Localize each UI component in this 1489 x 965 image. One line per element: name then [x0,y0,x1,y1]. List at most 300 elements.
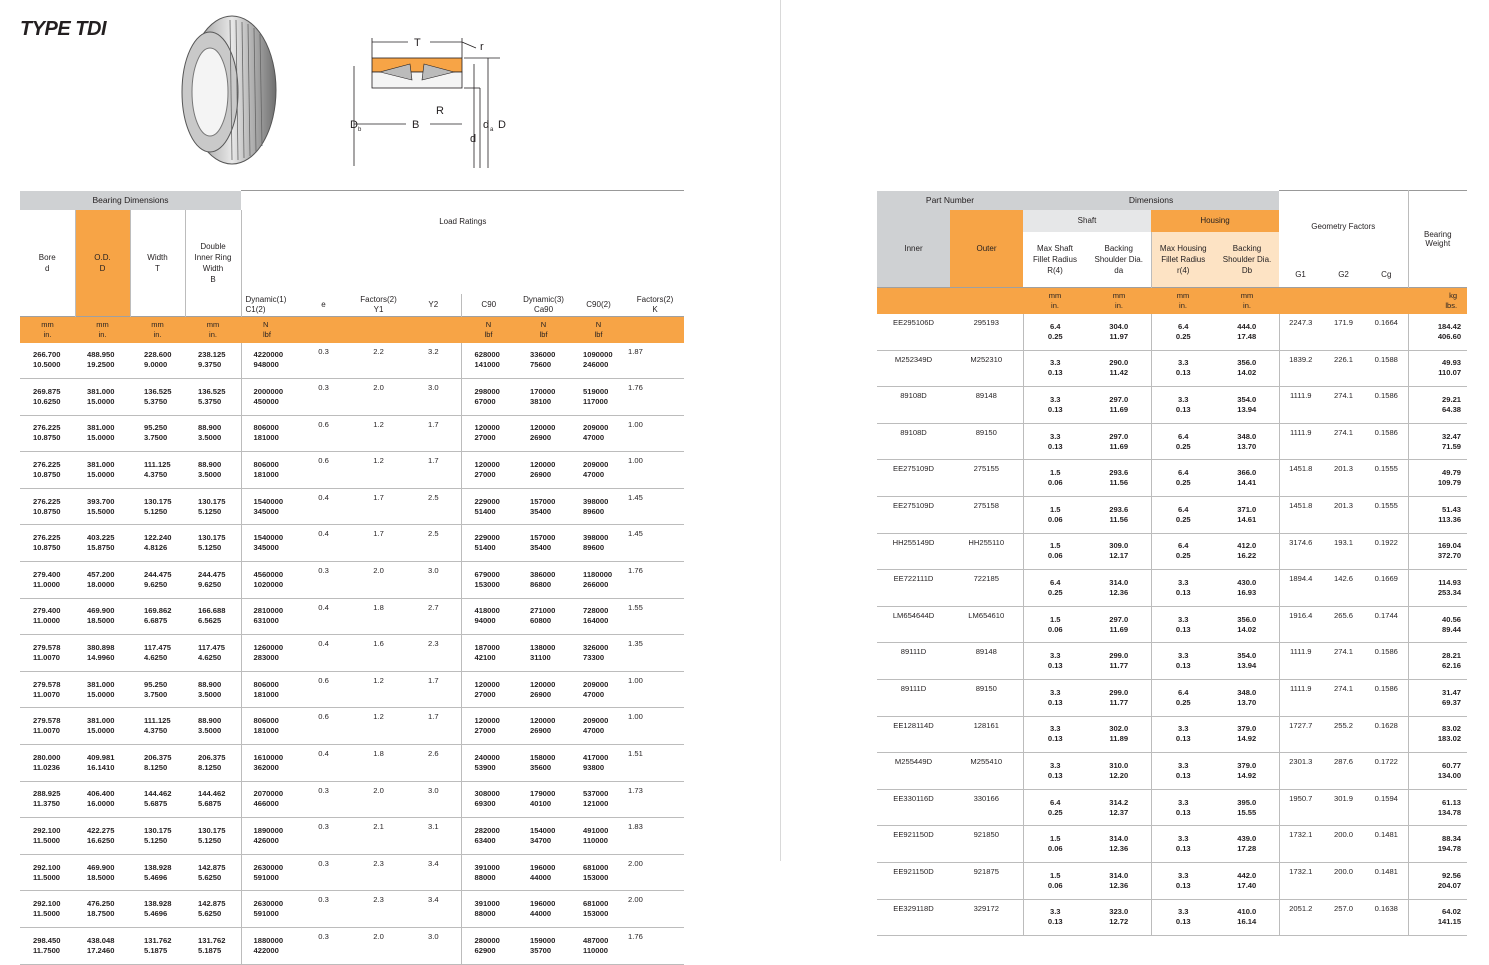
table-row [20,745,684,782]
y2-cell: 1.7 [406,708,461,745]
col-backing-shaft-dia: Backing Shoulder Dia. da [1087,232,1151,288]
housing-fillet-cell: 3.3 0.13 [1151,862,1215,899]
y1-cell: 2.0 [351,781,406,818]
outer-part-cell: 329172 [950,899,1023,936]
inner-part-cell: HH255149D [877,533,950,570]
col-c90-2: C90(2) [586,299,611,309]
inner-part-cell: EE329118D [877,899,950,936]
dynamic-cell: 2630000 591000 [241,891,296,928]
y2-cell: 3.0 [406,781,461,818]
c90-cell: 120000 27000 [461,708,516,745]
shaft-shoulder-cell: 310.0 12.20 [1087,753,1151,790]
od-cell: 476.250 18.7500 [75,891,130,928]
c90-2-cell: 1180000 266000 [571,562,626,599]
col-y2: Y2 [406,294,461,317]
y2-cell: 3.2 [406,343,461,379]
k-cell: 1.51 [626,745,684,782]
col-od: O.D. D [75,210,130,317]
c90-cell: 120000 27000 [461,671,516,708]
c90-cell: 240000 53900 [461,745,516,782]
housing-fillet-cell: 3.3 0.13 [1151,570,1215,607]
c90-2-cell: 209000 47000 [571,708,626,745]
width-cell: 228.600 9.0000 [130,343,185,379]
y2-cell: 2.3 [406,635,461,672]
outer-part-cell: 89150 [950,423,1023,460]
page-title: TYPE TDI [20,18,107,40]
dynamic-cell: 806000 181000 [241,708,296,745]
shaft-group: Shaft [1023,210,1151,232]
c90-cell: 298000 67000 [461,379,516,416]
g2-cell: 274.1 [1322,643,1365,680]
cg-cell: 0.1664 [1365,314,1408,350]
k-cell: 1.00 [626,452,684,489]
housing-shoulder-cell: 379.0 14.92 [1215,716,1279,753]
outer-part-cell: M252310 [950,350,1023,387]
g1-cell: 1732.1 [1279,862,1322,899]
od-cell: 409.981 16.1410 [75,745,130,782]
g1-cell: 1894.4 [1279,570,1322,607]
weight-cell: 49.79 109.79 [1408,460,1467,497]
dynamic-cell: 2070000 466000 [241,781,296,818]
y2-cell: 1.7 [406,415,461,452]
width-cell: 95.250 3.7500 [130,671,185,708]
inner-part-cell: EE295106D [877,314,950,350]
ca90-cell: 120000 26900 [516,415,571,452]
diagram-T: T [414,37,421,49]
outer-part-cell: 921875 [950,862,1023,899]
housing-shoulder-cell: 444.0 17.48 [1215,314,1279,350]
width-cell: 138.928 5.4696 [130,891,185,928]
bore-cell: 266.700 10.5000 [20,343,75,379]
k-cell: 2.00 [626,854,684,891]
housing-fillet-cell: 3.3 0.13 [1151,826,1215,863]
c90-cell: 391000 88000 [461,891,516,928]
diagram-B: B [412,119,420,131]
shaft-fillet-cell: 3.3 0.13 [1023,423,1087,460]
table-row [877,899,1467,936]
od-cell: 457.200 18.0000 [75,562,130,599]
od-cell: 488.950 19.2500 [75,343,130,379]
table-row [877,314,1467,350]
shaft-shoulder-cell: 323.0 12.72 [1087,899,1151,936]
table-row [877,533,1467,570]
k-cell: 1.45 [626,525,684,562]
shaft-fillet-cell: 6.4 0.25 [1023,314,1087,350]
y2-cell: 1.7 [406,671,461,708]
col-c90: C90 [481,299,497,309]
inner-ring-width-cell: 142.875 5.6250 [185,854,241,891]
cg-cell: 0.1586 [1365,643,1408,680]
y1-cell: 2.2 [351,343,406,379]
housing-fillet-cell: 6.4 0.25 [1151,314,1215,350]
inner-part-cell: EE921150D [877,826,950,863]
table-row [20,415,684,452]
inner-ring-width-cell: 131.762 5.1875 [185,928,241,965]
dynamic-cell: 2810000 631000 [241,598,296,635]
inner-part-cell: M255449D [877,753,950,790]
od-cell: 469.900 18.5000 [75,598,130,635]
housing-shoulder-cell: 430.0 16.93 [1215,570,1279,607]
ca90-cell: 120000 26900 [516,671,571,708]
c90-cell: 679000 153000 [461,562,516,599]
y1-cell: 1.8 [351,745,406,782]
table-row [20,891,684,928]
inner-part-cell: EE275109D [877,496,950,533]
cg-cell: 0.1594 [1365,789,1408,826]
housing-shoulder-cell: 354.0 13.94 [1215,387,1279,424]
g1-cell: 2051.2 [1279,899,1322,936]
housing-shoulder-cell: 442.0 17.40 [1215,862,1279,899]
e-cell: 0.3 [296,343,351,379]
ca90-cell: 179000 40100 [516,781,571,818]
g2-cell: 200.0 [1322,862,1365,899]
e-cell: 0.3 [296,891,351,928]
housing-shoulder-cell: 356.0 14.02 [1215,350,1279,387]
cg-cell: 0.1628 [1365,716,1408,753]
k-cell: 1.73 [626,781,684,818]
y2-cell: 3.1 [406,818,461,855]
inner-ring-width-cell: 88.900 3.5000 [185,708,241,745]
width-cell: 131.762 5.1875 [130,928,185,965]
cg-cell: 0.1722 [1365,753,1408,790]
k-cell: 1.83 [626,818,684,855]
e-cell: 0.6 [296,671,351,708]
od-cell: 393.700 15.5000 [75,488,130,525]
g2-cell: 201.3 [1322,460,1365,497]
cg-cell: 0.1481 [1365,862,1408,899]
inner-ring-width-cell: 130.175 5.1250 [185,525,241,562]
outer-part-cell: M255410 [950,753,1023,790]
e-cell: 0.6 [296,415,351,452]
shaft-fillet-cell: 1.5 0.06 [1023,460,1087,497]
col-factors-k: Factors(2) K [636,294,674,314]
e-cell: 0.6 [296,708,351,745]
col-cg: Cg [1365,262,1408,288]
ca90-cell: 157000 35400 [516,525,571,562]
od-cell: 381.000 15.0000 [75,708,130,745]
shaft-fillet-cell: 1.5 0.06 [1023,533,1087,570]
c90-cell: 229000 51400 [461,488,516,525]
cg-cell: 0.1481 [1365,826,1408,863]
g2-cell: 193.1 [1322,533,1365,570]
c90-2-cell: 417000 93800 [571,745,626,782]
c90-2-cell: 728000 164000 [571,598,626,635]
inner-part-cell: 89111D [877,643,950,680]
housing-fillet-cell: 3.3 0.13 [1151,643,1215,680]
dynamic-cell: 1890000 426000 [241,818,296,855]
c90-2-cell: 209000 47000 [571,671,626,708]
housing-shoulder-cell: 371.0 14.61 [1215,496,1279,533]
bore-cell: 279.400 11.0000 [20,562,75,599]
inner-ring-width-cell: 166.688 6.5625 [185,598,241,635]
bore-cell: 276.225 10.8750 [20,452,75,489]
dynamic-cell: 806000 181000 [241,452,296,489]
diagram-da-sub: a [490,127,494,133]
housing-fillet-cell: 3.3 0.13 [1151,387,1215,424]
inner-part-cell: EE275109D [877,460,950,497]
g2-cell: 142.6 [1322,570,1365,607]
weight-cell: 184.42 406.60 [1408,314,1467,350]
ca90-cell: 271000 60800 [516,598,571,635]
width-cell: 111.125 4.3750 [130,708,185,745]
ca90-cell: 386000 86800 [516,562,571,599]
g2-cell: 301.9 [1322,789,1365,826]
table-row [877,716,1467,753]
units-row-right: mm in. mm in. mm in. mm in. kg lbs. [877,288,1467,315]
e-cell: 0.4 [296,745,351,782]
shaft-fillet-cell: 3.3 0.13 [1023,753,1087,790]
ca90-cell: 159000 35700 [516,928,571,965]
y2-cell: 2.6 [406,745,461,782]
cg-cell: 0.1586 [1365,387,1408,424]
col-backing-housing-dia: Backing Shoulder Dia. Db [1215,232,1279,288]
width-cell: 206.375 8.1250 [130,745,185,782]
bore-cell: 279.578 11.0070 [20,671,75,708]
table-row [877,826,1467,863]
table-row [877,679,1467,716]
k-cell: 1.00 [626,708,684,745]
od-cell: 380.898 14.9960 [75,635,130,672]
inner-part-cell: EE722111D [877,570,950,607]
table-row [20,379,684,416]
y1-cell: 1.2 [351,415,406,452]
e-cell: 0.3 [296,562,351,599]
bearing-dimensions-group: Bearing Dimensions [20,191,241,210]
bore-cell: 279.400 11.0000 [20,598,75,635]
width-cell: 169.862 6.6875 [130,598,185,635]
outer-part-cell: 89150 [950,679,1023,716]
g2-cell: 287.6 [1322,753,1365,790]
diagram-da: d [483,119,490,131]
ca90-cell: 120000 26900 [516,708,571,745]
e-cell: 0.4 [296,525,351,562]
g1-cell: 2247.3 [1279,314,1322,350]
dynamic-cell: 2000000 450000 [241,379,296,416]
shaft-fillet-cell: 3.3 0.13 [1023,643,1087,680]
housing-fillet-cell: 6.4 0.25 [1151,679,1215,716]
diagram-Db-sub: b [358,127,362,133]
c90-cell: 229000 51400 [461,525,516,562]
width-cell: 144.462 5.6875 [130,781,185,818]
shaft-shoulder-cell: 293.6 11.56 [1087,460,1151,497]
shaft-fillet-cell: 1.5 0.06 [1023,606,1087,643]
diagram-d: d [470,133,477,145]
c90-2-cell: 681000 153000 [571,854,626,891]
k-cell: 1.76 [626,928,684,965]
od-cell: 422.275 16.6250 [75,818,130,855]
inner-ring-width-cell: 206.375 8.1250 [185,745,241,782]
cg-cell: 0.1922 [1365,533,1408,570]
g2-cell: 257.0 [1322,899,1365,936]
c90-2-cell: 491000 110000 [571,818,626,855]
shaft-shoulder-cell: 293.6 11.56 [1087,496,1151,533]
shaft-shoulder-cell: 314.0 12.36 [1087,826,1151,863]
od-cell: 381.000 15.0000 [75,415,130,452]
k-cell: 1.00 [626,415,684,452]
c90-2-cell: 326000 73300 [571,635,626,672]
housing-shoulder-cell: 348.0 13.70 [1215,679,1279,716]
diagram-r: r [480,41,484,53]
g1-cell: 1451.8 [1279,460,1322,497]
col-dynamic: Dynamic(1) C1(2) [245,294,287,314]
od-cell: 381.000 15.0000 [75,671,130,708]
bore-cell: 279.578 11.0070 [20,708,75,745]
k-cell: 1.45 [626,488,684,525]
g1-cell: 1727.7 [1279,716,1322,753]
housing-shoulder-cell: 412.0 16.22 [1215,533,1279,570]
bore-cell: 269.875 10.6250 [20,379,75,416]
g1-cell: 1111.9 [1279,643,1322,680]
table-row [20,488,684,525]
inner-ring-width-cell: 130.175 5.1250 [185,818,241,855]
g1-cell: 1111.9 [1279,679,1322,716]
col-width: Width T [130,210,185,317]
e-cell: 0.3 [296,379,351,416]
col-max-shaft-fillet: Max Shaft Fillet Radius R(4) [1032,243,1077,275]
table-row [20,452,684,489]
dynamic-cell: 1540000 345000 [241,525,296,562]
cg-cell: 0.1555 [1365,460,1408,497]
shaft-fillet-cell: 1.5 0.06 [1023,862,1087,899]
y2-cell: 1.7 [406,452,461,489]
weight-cell: 64.02 141.15 [1408,899,1467,936]
c90-cell: 187000 42100 [461,635,516,672]
table-row [20,525,684,562]
dynamic-cell: 1540000 345000 [241,488,296,525]
inner-part-cell: M252349D [877,350,950,387]
diagram-Db: D [350,119,358,131]
ca90-cell: 158000 35600 [516,745,571,782]
housing-shoulder-cell: 366.0 14.41 [1215,460,1279,497]
e-cell: 0.4 [296,598,351,635]
part-number-group: Part Number [877,191,1023,210]
c90-2-cell: 537000 121000 [571,781,626,818]
y2-cell: 3.4 [406,854,461,891]
e-cell: 0.3 [296,854,351,891]
od-cell: 469.900 18.5000 [75,854,130,891]
width-cell: 138.928 5.4696 [130,854,185,891]
shaft-shoulder-cell: 290.0 11.42 [1087,350,1151,387]
y2-cell: 2.5 [406,525,461,562]
c90-2-cell: 209000 47000 [571,452,626,489]
housing-shoulder-cell: 356.0 14.02 [1215,606,1279,643]
c90-2-cell: 681000 153000 [571,891,626,928]
od-cell: 381.000 15.0000 [75,379,130,416]
diagram-D: D [498,119,506,131]
table-row [877,789,1467,826]
k-cell: 1.55 [626,598,684,635]
bore-cell: 298.450 11.7500 [20,928,75,965]
g1-cell: 1451.8 [1279,496,1322,533]
ca90-cell: 154000 34700 [516,818,571,855]
table-row [20,598,684,635]
bore-cell: 288.925 11.3750 [20,781,75,818]
cross-section-diagram [340,28,520,178]
width-cell: 111.125 4.3750 [130,452,185,489]
dynamic-cell: 806000 181000 [241,415,296,452]
c90-cell: 120000 27000 [461,415,516,452]
housing-fillet-cell: 6.4 0.25 [1151,460,1215,497]
y1-cell: 2.0 [351,928,406,965]
g2-cell: 274.1 [1322,679,1365,716]
ca90-cell: 196000 44000 [516,854,571,891]
g2-cell: 274.1 [1322,387,1365,424]
width-cell: 244.475 9.6250 [130,562,185,599]
e-cell: 0.3 [296,818,351,855]
weight-cell: 28.21 62.16 [1408,643,1467,680]
shaft-shoulder-cell: 304.0 11.97 [1087,314,1151,350]
c90-cell: 280000 62900 [461,928,516,965]
inner-ring-width-cell: 238.125 9.3750 [185,343,241,379]
dynamic-cell: 806000 181000 [241,671,296,708]
shaft-fillet-cell: 6.4 0.25 [1023,570,1087,607]
y1-cell: 1.2 [351,708,406,745]
y1-cell: 2.0 [351,562,406,599]
table-row [20,562,684,599]
g2-cell: 226.1 [1322,350,1365,387]
dynamic-cell: 4560000 1020000 [241,562,296,599]
y1-cell: 1.2 [351,671,406,708]
g2-cell: 274.1 [1322,423,1365,460]
bore-cell: 276.225 10.8750 [20,488,75,525]
shaft-shoulder-cell: 314.2 12.37 [1087,789,1151,826]
outer-part-cell: 128161 [950,716,1023,753]
inner-part-cell: 89108D [877,423,950,460]
e-cell: 0.4 [296,635,351,672]
table-row [877,350,1467,387]
table-row [20,708,684,745]
dimensions-group: Dimensions [1023,191,1279,210]
shaft-fillet-cell: 6.4 0.25 [1023,789,1087,826]
g1-cell: 2301.3 [1279,753,1322,790]
table-row [877,570,1467,607]
housing-fillet-cell: 3.3 0.13 [1151,350,1215,387]
table-row [20,343,684,379]
housing-shoulder-cell: 348.0 13.70 [1215,423,1279,460]
c90-cell: 282000 63400 [461,818,516,855]
outer-part-cell: 295193 [950,314,1023,350]
ca90-cell: 138000 31100 [516,635,571,672]
col-g2: G2 [1338,269,1349,279]
inner-ring-width-cell: 88.900 3.5000 [185,452,241,489]
housing-fillet-cell: 3.3 0.13 [1151,716,1215,753]
inner-ring-width-cell: 130.175 5.1250 [185,488,241,525]
weight-cell: 169.04 372.70 [1408,533,1467,570]
weight-cell: 40.56 89.44 [1408,606,1467,643]
g2-cell: 265.6 [1322,606,1365,643]
table-row [877,423,1467,460]
weight-cell: 92.56 204.07 [1408,862,1467,899]
outer-part-cell: HH255110 [950,533,1023,570]
c90-2-cell: 519000 117000 [571,379,626,416]
y2-cell: 2.5 [406,488,461,525]
ca90-cell: 157000 35400 [516,488,571,525]
table-row [877,496,1467,533]
housing-group: Housing [1151,210,1279,232]
bore-cell: 276.225 10.8750 [20,525,75,562]
table-row [20,928,684,965]
width-cell: 130.175 5.1250 [130,818,185,855]
k-cell: 1.76 [626,379,684,416]
cg-cell: 0.1744 [1365,606,1408,643]
width-cell: 122.240 4.8126 [130,525,185,562]
shaft-fillet-cell: 3.3 0.13 [1023,899,1087,936]
table-row [20,818,684,855]
col-outer: Outer [950,210,1023,288]
shaft-fillet-cell: 3.3 0.13 [1023,679,1087,716]
inner-part-cell: EE921150D [877,862,950,899]
shaft-shoulder-cell: 314.0 12.36 [1087,570,1151,607]
